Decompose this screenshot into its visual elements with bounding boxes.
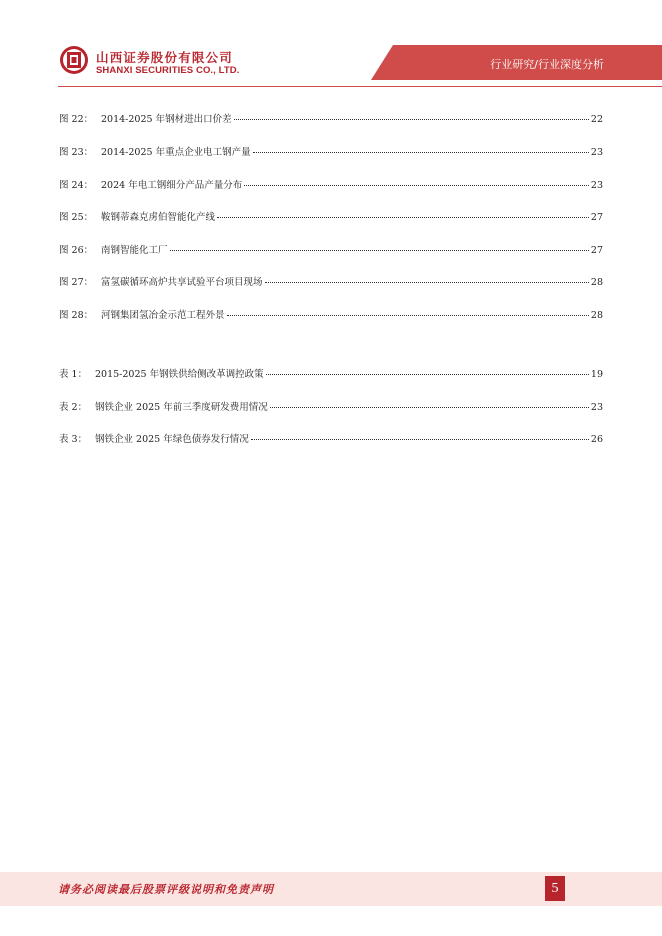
- header-divider: [58, 86, 662, 87]
- toc-entry-label: 图 22：: [59, 114, 94, 125]
- toc-dot-leader: [244, 184, 589, 186]
- toc-entry-label: 图 28：: [59, 310, 94, 321]
- toc-dot-leader: [270, 406, 589, 408]
- toc-entry-page: 22: [590, 114, 603, 125]
- company-name-en: SHANXI SECURITIES CO., LTD.: [96, 65, 240, 76]
- toc-entry-figure[interactable]: [59, 177, 603, 191]
- toc-entry-figure[interactable]: [59, 307, 603, 321]
- toc-dot-leader: [251, 438, 589, 440]
- toc-dot-leader: [227, 314, 589, 316]
- disclaimer-notice: 请务必阅读最后股票评级说明和免责声明: [58, 883, 274, 896]
- toc-dot-leader: [170, 249, 589, 251]
- toc-entry-page: 23: [590, 180, 603, 191]
- toc-entry-label: 表 3：: [59, 434, 88, 445]
- toc-entry-title: 南钢智能化工厂: [101, 245, 168, 256]
- toc-entry-title: 鞍钢蒂森克虏伯智能化产线: [101, 212, 216, 223]
- toc-entry-title: 2015-2025 年钢铁供给侧改革调控政策: [95, 369, 264, 380]
- toc-entry-label: 图 25：: [59, 212, 94, 223]
- toc-entry-label: 表 1：: [59, 369, 88, 380]
- toc-entry-title: 2024 年电工钢细分产品产量分布: [101, 180, 243, 191]
- toc-dot-leader: [217, 216, 589, 218]
- toc-entry-figure[interactable]: [59, 144, 603, 158]
- page-number: 5: [545, 876, 565, 901]
- toc-dot-leader: [253, 151, 589, 153]
- toc-entry-title: 河钢集团氢冶金示范工程外景: [101, 310, 225, 321]
- toc-entry-page: 27: [590, 212, 603, 223]
- toc-entry-title: 富氢碳循环高炉共享试验平台项目现场: [101, 277, 263, 288]
- toc-entry-page: 27: [590, 245, 603, 256]
- toc-entry-figure[interactable]: [59, 274, 603, 288]
- toc-entry-figure[interactable]: [59, 111, 603, 125]
- toc-entry-page: 23: [590, 147, 603, 158]
- toc-dot-leader: [234, 118, 589, 120]
- toc-entry-page: 28: [590, 310, 603, 321]
- toc-entry-page: 19: [590, 369, 603, 380]
- toc-entry-title: 2014-2025 年钢材进出口价差: [101, 114, 232, 125]
- toc-entry-title: 2014-2025 年重点企业电工钢产量: [101, 147, 251, 158]
- toc-entry-title: 钢铁企业 2025 年前三季度研发费用情况: [95, 402, 268, 413]
- toc-entry-title: 钢铁企业 2025 年绿色债券发行情况: [95, 434, 249, 445]
- toc-entry-figure[interactable]: [59, 242, 603, 256]
- toc-entry-page: 28: [590, 277, 603, 288]
- toc-entry-label: 图 27：: [59, 277, 94, 288]
- toc-entry-table[interactable]: [59, 431, 603, 445]
- toc-dot-leader: [265, 281, 589, 283]
- shanxi-securities-logo-icon: [59, 45, 89, 75]
- toc-entry-label: 图 26：: [59, 245, 94, 256]
- report-category-label: 行业研究/行业深度分析: [490, 58, 604, 71]
- toc-entry-page: 23: [590, 402, 603, 413]
- toc-dot-leader: [266, 373, 589, 375]
- toc-entry-label: 图 23：: [59, 147, 94, 158]
- toc-entry-table[interactable]: [59, 399, 603, 413]
- toc-entry-table[interactable]: [59, 366, 603, 380]
- toc-entry-figure[interactable]: [59, 209, 603, 223]
- toc-entry-label: 图 24：: [59, 180, 94, 191]
- company-name-cn: 山西证券股份有限公司: [96, 50, 234, 65]
- page-header: [0, 0, 662, 92]
- toc-entry-page: 26: [590, 434, 603, 445]
- toc-entry-label: 表 2：: [59, 402, 88, 413]
